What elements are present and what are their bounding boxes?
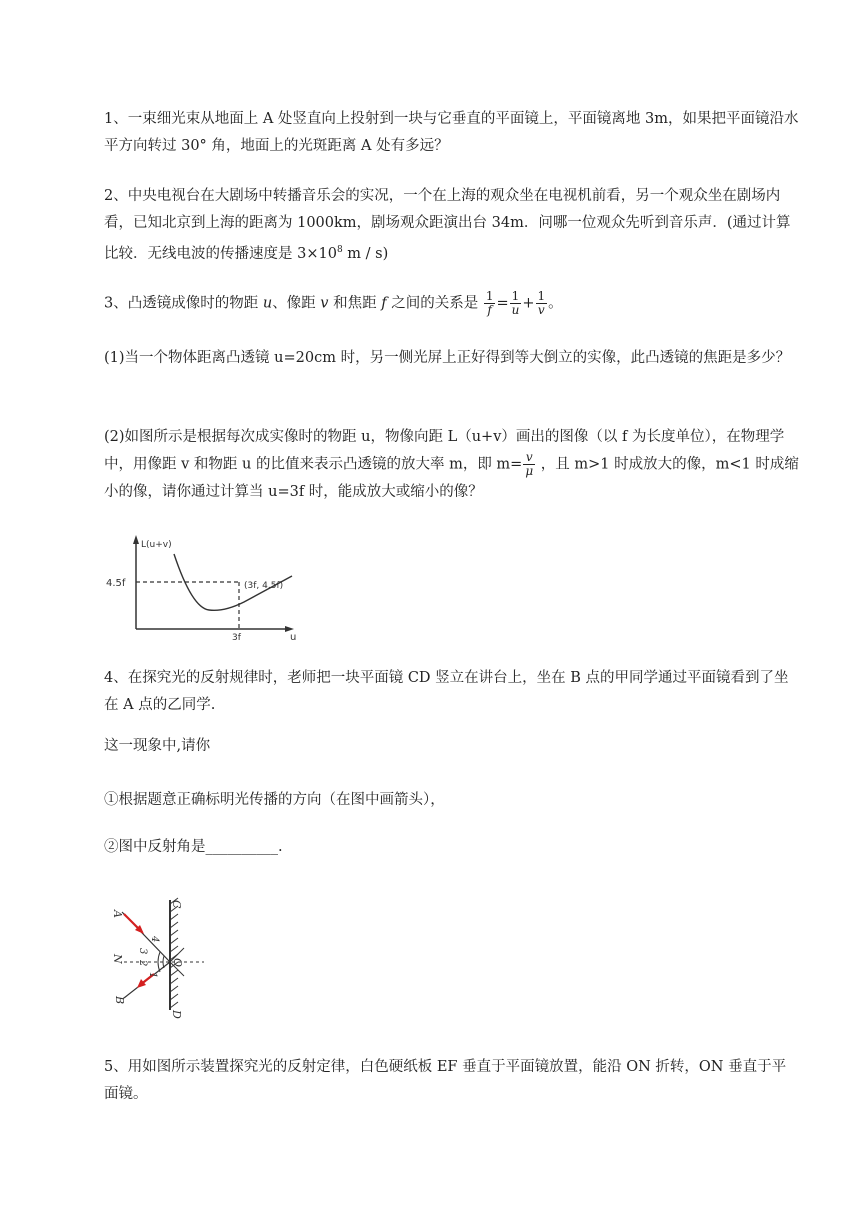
plus-sign: + xyxy=(522,295,535,312)
question-4-lead: 这一现象中,请你 xyxy=(104,738,211,754)
question-3-part-1: (1)当一个物体距离凸透镜 u=20cm 时，另一侧光屏上正好得到等大倒立的实像，此凸透镜的焦距是多少？ xyxy=(104,350,791,366)
question-2 xyxy=(104,183,800,268)
question-2-exponent: 8 xyxy=(336,245,343,255)
q3-intro-a: 3、凸透镜成像时的物距 xyxy=(104,295,263,312)
mirror-diagram xyxy=(104,888,214,1023)
var-u: u xyxy=(262,295,273,312)
question-4: 4、在探究光的反射规律时，老师把一块平面镜 CD 竖立在讲台上，坐在 B 点的甲同学通过平面镜看到了坐在 A 点的乙同学. xyxy=(104,670,789,713)
question-5: 5、用如图所示装置探究光的反射定律，白色硬纸板 EF 垂直于平面镜放置，能沿 ON 折转，ON 垂直于平面镜。 xyxy=(104,1059,787,1102)
label-a: A xyxy=(111,910,124,918)
q3-intro-d: 之间的关系是 xyxy=(386,295,479,312)
question-1: 1、一束细光束从地面上 A 处竖直向上投射到一块与它垂直的平面镜上，平面镜离地 3m，如果把平面镜沿水平方向转过 30° 角，地面上的光斑距离 A 处有多远？ xyxy=(104,111,799,154)
question-3-intro xyxy=(104,290,800,318)
label-angle-2: 2 xyxy=(137,960,148,967)
lens-formula-term-v: $\frac{1}{v}$ xyxy=(537,289,546,317)
graph-x-tick: 3f xyxy=(232,633,241,643)
label-b: B xyxy=(113,996,126,1005)
label-n: N xyxy=(111,954,124,964)
q3-part2-b: ，且 m>1 时成放大的像，m<1 时成缩小的像，请你通过计算当 u=3f 时，能成放大或缩小的像？ xyxy=(104,456,799,500)
lens-formula-lhs: $\frac{1}{f}$ xyxy=(485,289,494,317)
question-2-text-a: 2、中央电视台在大剧场中转播音乐会的实况，一个在上海的观众坐在电视机前看，另一个观众坐在剧场内看，已知北京到上海的距离为 1000km，剧场观众距演出台 34m．问哪一位观众先听到音乐声．(通过计算比较．无线电波的传播速度是 3×10 xyxy=(104,188,791,262)
question-4-item-2: ②图中反射角是__________. xyxy=(104,839,283,855)
q3-part2-a: (2)如图所示是根据每次成实像时的物距 u，物像向距 L（u+v）画出的图像（以 f 为长度单位），在物理学中，用像距 v 和物距 u 的比值来表示凸透镜的放大率 m，即 m= xyxy=(104,429,785,473)
label-c: C xyxy=(170,900,183,909)
var-f: f xyxy=(381,295,387,312)
equals-sign: = xyxy=(496,295,509,312)
q3-intro-end: 。 xyxy=(548,295,563,312)
graph-x-label: u xyxy=(290,632,297,643)
question-4-item-1: ①根据题意正确标明光传播的方向（在图中画箭头）， xyxy=(104,792,445,808)
label-d: D xyxy=(170,1010,183,1019)
question-2-text-b: m / s) xyxy=(342,245,389,262)
q3-intro-b: 、像距 xyxy=(272,295,321,312)
q3-intro-c: 和焦距 xyxy=(328,295,382,312)
lu-graph xyxy=(104,530,304,645)
magnification-fraction: $\frac{v}{\mu}$ xyxy=(525,450,534,478)
label-angle-4: 4 xyxy=(149,936,160,943)
lens-formula-term-u: $\frac{1}{u}$ xyxy=(511,289,520,317)
label-angle-3: 3 xyxy=(137,948,148,955)
graph-point-label: (3f, 4.5f) xyxy=(244,581,284,591)
label-angle-1: 1 xyxy=(147,972,158,979)
graph-y-label: L(u+v) xyxy=(141,540,172,550)
question-3-part-2 xyxy=(104,424,800,506)
label-o: O xyxy=(171,958,184,968)
var-v: v xyxy=(320,295,329,312)
graph-y-tick: 4.5f xyxy=(106,578,126,589)
